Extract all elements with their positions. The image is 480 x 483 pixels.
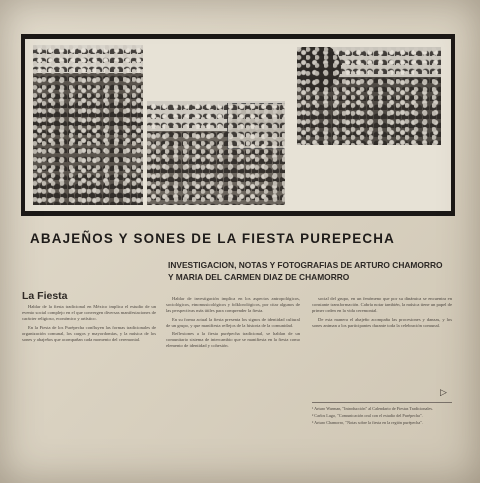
credits-line-2: Y MARIA DEL CARMEN DIAZ DE CHAMORRO [168,272,350,282]
photo-crowd-procession [33,45,143,205]
text-column-1 [22,304,156,466]
footnote: ¹ Arturo Warman, "Introducción" al Calendario de Fiestas Tradicionales. [312,406,434,411]
article-credits [168,259,458,283]
photo-banner [21,34,455,216]
photo-crowd-texture [297,47,441,145]
photo-collage [25,39,451,211]
photo-crowd-texture [147,101,285,205]
paragraph: Reflexiones a la fiesta purépecha tradicional, se hablan de un comunitario sistema de intercambio que se manifiesta en la fiesta como elemento de identidad y cohesión. [166,331,300,349]
photo-village-street [147,101,285,205]
credits-line-1: INVESTIGACION, NOTAS Y FOTOGRAFIAS DE ARTURO CHAMORRO [168,260,443,270]
footnote: ² Carlos Lugo, "Comunicación oral con el estudio del Purépecha". [312,413,423,419]
paragraph: De esta manera el abajeño acompaña las procesiones y danzas, y los sones animan a los participantes durante toda la celebración comunal. [312,316,452,328]
paragraph: social del grupo, en un fenómeno que por su dinámica se encuentra en constante transformación. Cabría notar también, la música tiene un papel de primer orden en la vida ceremonial. [312,296,452,314]
footnotes [312,402,452,468]
article-title: ABAJEÑOS Y SONES DE LA FIESTA PUREPECHA [30,231,396,246]
section-heading: La Fiesta [22,290,68,302]
paragraph: En su forma actual la fiesta presenta los signos de identidad cultural de un grupo, y que manifiesta reflejos de la historia de la comunidad. [166,316,300,328]
photo-festival-gathering [297,47,441,145]
paragraph: Hablar de la fiesta tradicional en México implica el estudio de un evento social complejo en el que convergen diversas manifestaciones de carácter religioso, económico y artístico. [22,304,156,322]
photo-crowd-texture [33,45,143,205]
footnote: ³ Arturo Chamorro, "Notas sobre la fiesta en la región purépecha". [312,420,423,426]
paragraph: Hablar de investigación implica en los aspectos antropológicos, sociológicos, etnomusicológicos y folklorológicos, por citar algunos de las perspectivas más útiles para comprender la fiesta. [166,296,300,314]
text-column-3 [312,296,452,392]
continue-arrow-icon: ▷ [440,388,447,398]
text-column-2 [166,296,300,466]
paragraph: En la Fiesta de los Purépecha confluyen las formas tradicionales de organización comunal, los cargos y mayordomías, y la música de los sones y abajeños que acompañan cada momento del ceremonial. [22,324,156,343]
